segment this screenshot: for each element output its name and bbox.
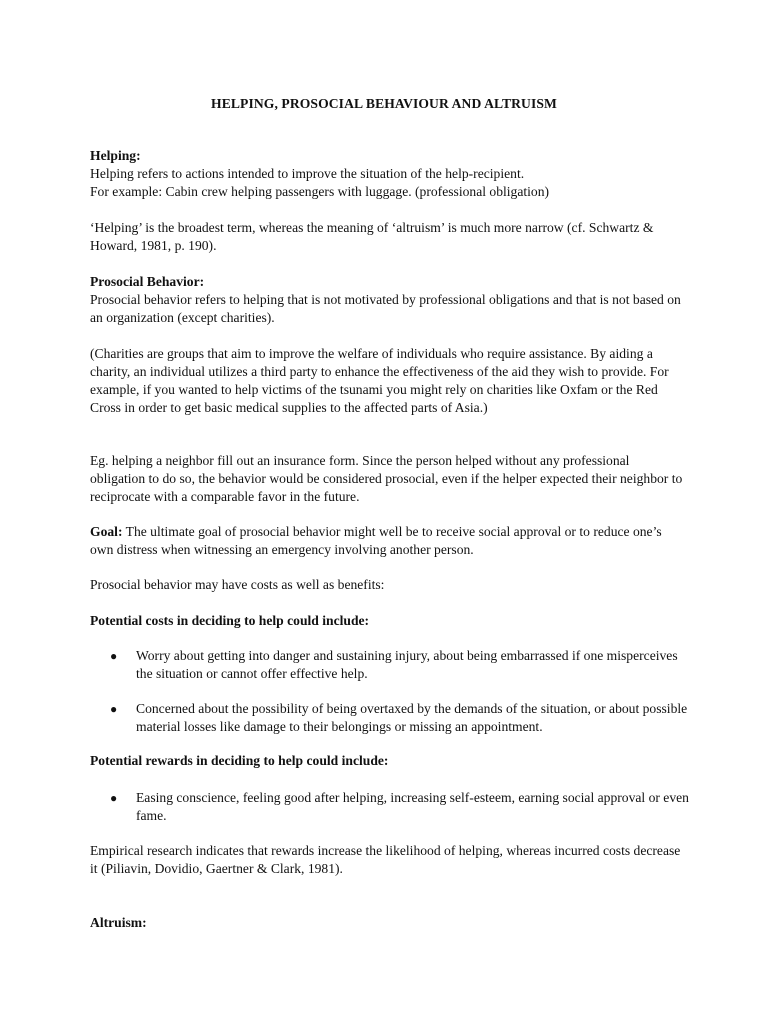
rewards-heading-block [90, 752, 686, 770]
charities-paragraph [90, 345, 686, 417]
goal-text [90, 523, 686, 559]
prosocial-definition: Prosocial behavior refers to helping that is not motivated by professional obligations and that is not based on an organization (except charities). [90, 292, 681, 325]
goal-label: Goal: [90, 524, 123, 539]
costs-benefits-text: Prosocial behavior may have costs as well as benefits: [90, 577, 385, 592]
costs-heading-block [90, 612, 686, 630]
costs-benefits-paragraph [90, 576, 686, 594]
document-title: HELPING, PROSOCIAL BEHAVIOUR AND ALTRUISM [211, 96, 557, 111]
bullet-icon: ● [110, 702, 118, 716]
charities-text: (Charities are groups that aim to improve the welfare of individuals who require assistance. By aiding a charity, an individual utilizes a third party to enhance the effectiveness of the aid they wish to provide. For example, if you wanted to help victims of the tsunami you might rely on charities like Oxfam or the Red Cross in order to get basic medical supplies to the affected parts of Asia.) [90, 346, 669, 415]
rewards-heading: Potential rewards in deciding to help could include: [90, 753, 389, 768]
costs-heading: Potential costs in deciding to help could include: [90, 613, 370, 628]
helping-heading: Helping: [90, 148, 141, 163]
goal-body: The ultimate goal of prosocial behavior might well be to receive social approval or to reduce one’s own distress when witnessing an emergency involving another person. [90, 524, 662, 557]
altruism-section [90, 914, 686, 932]
goal-paragraph [90, 523, 686, 559]
bullet-icon: ● [110, 791, 118, 805]
research-paragraph [90, 842, 686, 878]
helping-section [90, 147, 686, 201]
prosocial-section [90, 273, 686, 327]
list-item-text: Concerned about the possibility of being overtaxed by the demands of the situation, or about possible material losses like damage to their belongings or missing an appointment. [136, 701, 688, 734]
helping-definition: Helping refers to actions intended to improve the situation of the help-recipient. [90, 166, 525, 181]
research-text: Empirical research indicates that rewards increase the likelihood of helping, whereas incurred costs decrease it (Piliavin, Dovidio, Gaertner & Clark, 1981). [90, 843, 681, 876]
bullet-icon: ● [110, 649, 118, 663]
prosocial-heading: Prosocial Behavior: [90, 274, 205, 289]
altruism-heading: Altruism: [90, 915, 147, 930]
example-text: Eg. helping a neighbor fill out an insurance form. Since the person helped without any professional obligation to do so, the behavior would be considered prosocial, even if the helper expected their neighbor to reciprocate with a comparable favor in the future. [90, 453, 683, 504]
list-item-text: Worry about getting into danger and sustaining injury, about being embarrassed if one misperceives the situation or cannot offer effective help. [136, 648, 678, 681]
helping-example: For example: Cabin crew helping passengers with luggage. (professional obligation) [90, 184, 550, 199]
list-item-text: Easing conscience, feeling good after helping, increasing self-esteem, earning social approval or even fame. [136, 790, 689, 823]
helping-term-text: ‘Helping’ is the broadest term, whereas the meaning of ‘altruism’ is much more narrow (cf. Schwartz & Howard, 1981, p. 190). [90, 220, 654, 253]
example-paragraph [90, 452, 686, 506]
helping-term-paragraph [90, 219, 686, 255]
